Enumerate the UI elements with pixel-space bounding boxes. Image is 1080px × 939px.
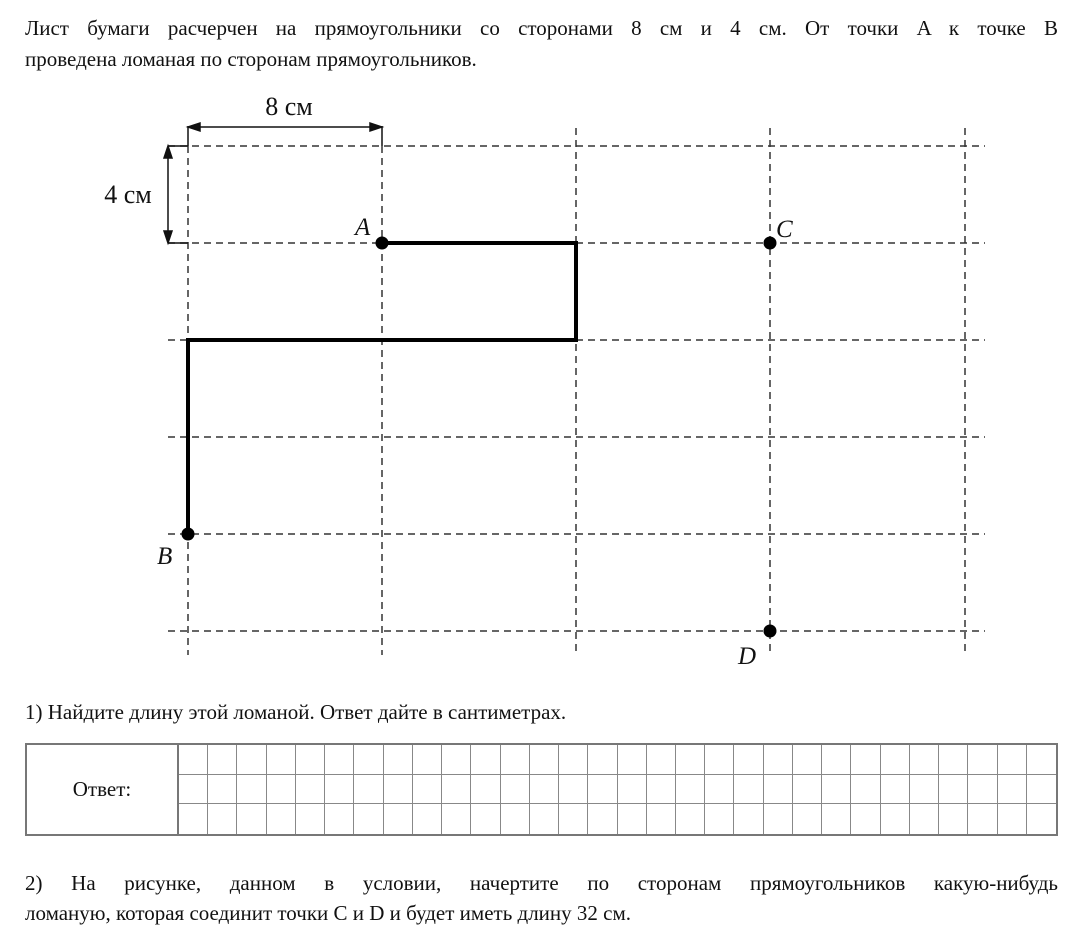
answer-cell[interactable] <box>998 804 1027 834</box>
answer-cell[interactable] <box>179 775 208 805</box>
point-d <box>764 625 777 638</box>
answer-cell[interactable] <box>822 775 851 805</box>
answer-cell[interactable] <box>588 745 617 775</box>
answer-cell[interactable] <box>471 804 500 834</box>
intro-line-2: проведена ломаная по сторонам прямоугольников. <box>25 47 477 71</box>
answer-cell[interactable] <box>296 804 325 834</box>
width-label: 8 см <box>265 92 313 121</box>
answer-cell[interactable] <box>968 775 997 805</box>
answer-cell[interactable] <box>530 804 559 834</box>
label-d: D <box>738 643 757 670</box>
answer-cell[interactable] <box>237 804 266 834</box>
answer-box <box>25 743 1058 836</box>
answer-cell[interactable] <box>705 745 734 775</box>
answer-cell[interactable] <box>968 804 997 834</box>
answer-cell[interactable] <box>384 804 413 834</box>
answer-cell[interactable] <box>618 775 647 805</box>
answer-cell[interactable] <box>618 745 647 775</box>
grid-lines <box>168 128 985 655</box>
answer-cell[interactable] <box>910 804 939 834</box>
answer-cell[interactable] <box>471 745 500 775</box>
answer-cells[interactable] <box>179 745 1056 834</box>
answer-cell[interactable] <box>354 804 383 834</box>
answer-cell[interactable] <box>296 775 325 805</box>
answer-cell[interactable] <box>734 804 763 834</box>
label-c: C <box>776 216 793 243</box>
answer-cell[interactable] <box>647 804 676 834</box>
answer-cell[interactable] <box>676 775 705 805</box>
answer-cell[interactable] <box>530 775 559 805</box>
answer-cell[interactable] <box>822 745 851 775</box>
answer-cell[interactable] <box>559 745 588 775</box>
answer-cell[interactable] <box>588 775 617 805</box>
question-1: 1) Найдите длину этой ломаной. Ответ дайте в сантиметрах. <box>25 700 567 724</box>
answer-cell[interactable] <box>354 745 383 775</box>
answer-cell[interactable] <box>1027 775 1056 805</box>
intro-line-1: Лист бумаги расчерчен на прямоугольники со сторонами 8 см и 4 см. От точки A к точке B <box>25 16 1058 40</box>
answer-cell[interactable] <box>354 775 383 805</box>
answer-cell[interactable] <box>764 745 793 775</box>
dimension-arrows <box>164 123 382 243</box>
answer-cell[interactable] <box>208 775 237 805</box>
answer-cell[interactable] <box>208 745 237 775</box>
answer-cell[interactable] <box>618 804 647 834</box>
answer-cell[interactable] <box>734 775 763 805</box>
answer-cell[interactable] <box>325 775 354 805</box>
answer-cell[interactable] <box>998 775 1027 805</box>
height-label: 4 см <box>104 180 152 209</box>
answer-cell[interactable] <box>705 804 734 834</box>
answer-cell[interactable] <box>968 745 997 775</box>
answer-cell[interactable] <box>881 775 910 805</box>
answer-cell[interactable] <box>851 804 880 834</box>
answer-cell[interactable] <box>939 745 968 775</box>
answer-cell[interactable] <box>267 775 296 805</box>
answer-cell[interactable] <box>822 804 851 834</box>
question-2-line-1: 2) На рисунке, данном в условии, начертите по сторонам прямоугольников какую-нибудь <box>25 871 1058 895</box>
answer-cell[interactable] <box>939 775 968 805</box>
answer-cell[interactable] <box>588 804 617 834</box>
answer-cell[interactable] <box>325 804 354 834</box>
answer-cell[interactable] <box>179 745 208 775</box>
answer-cell[interactable] <box>881 804 910 834</box>
answer-cell[interactable] <box>296 745 325 775</box>
answer-cell[interactable] <box>501 745 530 775</box>
answer-cell[interactable] <box>734 745 763 775</box>
answer-cell[interactable] <box>384 775 413 805</box>
answer-cell[interactable] <box>267 804 296 834</box>
answer-cell[interactable] <box>910 745 939 775</box>
answer-cell[interactable] <box>851 745 880 775</box>
answer-cell[interactable] <box>208 804 237 834</box>
point-a <box>376 237 389 250</box>
answer-cell[interactable] <box>910 775 939 805</box>
answer-cell[interactable] <box>501 804 530 834</box>
answer-cell[interactable] <box>413 775 442 805</box>
answer-cell[interactable] <box>471 775 500 805</box>
answer-cell[interactable] <box>413 804 442 834</box>
answer-cell[interactable] <box>676 745 705 775</box>
answer-cell[interactable] <box>413 745 442 775</box>
answer-cell[interactable] <box>793 775 822 805</box>
answer-cell[interactable] <box>267 745 296 775</box>
answer-cell[interactable] <box>793 804 822 834</box>
answer-cell[interactable] <box>705 775 734 805</box>
answer-cell[interactable] <box>237 745 266 775</box>
answer-cell[interactable] <box>325 745 354 775</box>
answer-cell[interactable] <box>647 745 676 775</box>
answer-cell[interactable] <box>384 745 413 775</box>
answer-cell[interactable] <box>442 804 471 834</box>
answer-cell[interactable] <box>851 775 880 805</box>
answer-cell[interactable] <box>179 804 208 834</box>
label-b: B <box>157 543 173 570</box>
answer-cell[interactable] <box>881 745 910 775</box>
answer-cell[interactable] <box>1027 804 1056 834</box>
answer-cell[interactable] <box>676 804 705 834</box>
answer-cell[interactable] <box>442 745 471 775</box>
label-a: A <box>355 214 371 241</box>
answer-cell[interactable] <box>793 745 822 775</box>
question-2-line-2: ломаную, которая соединит точки C и D и будет иметь длину 32 см. <box>25 901 632 925</box>
answer-cell[interactable] <box>530 745 559 775</box>
answer-label: Ответ: <box>27 745 179 834</box>
answer-cell[interactable] <box>442 775 471 805</box>
answer-cell[interactable] <box>1027 745 1056 775</box>
answer-cell[interactable] <box>939 804 968 834</box>
answer-cell[interactable] <box>764 804 793 834</box>
point-b <box>182 528 195 541</box>
answer-cell[interactable] <box>237 775 266 805</box>
answer-cell[interactable] <box>559 775 588 805</box>
answer-cell[interactable] <box>647 775 676 805</box>
point-c <box>764 237 777 250</box>
answer-cell[interactable] <box>998 745 1027 775</box>
answer-cell[interactable] <box>559 804 588 834</box>
answer-cell[interactable] <box>764 775 793 805</box>
answer-cell[interactable] <box>501 775 530 805</box>
